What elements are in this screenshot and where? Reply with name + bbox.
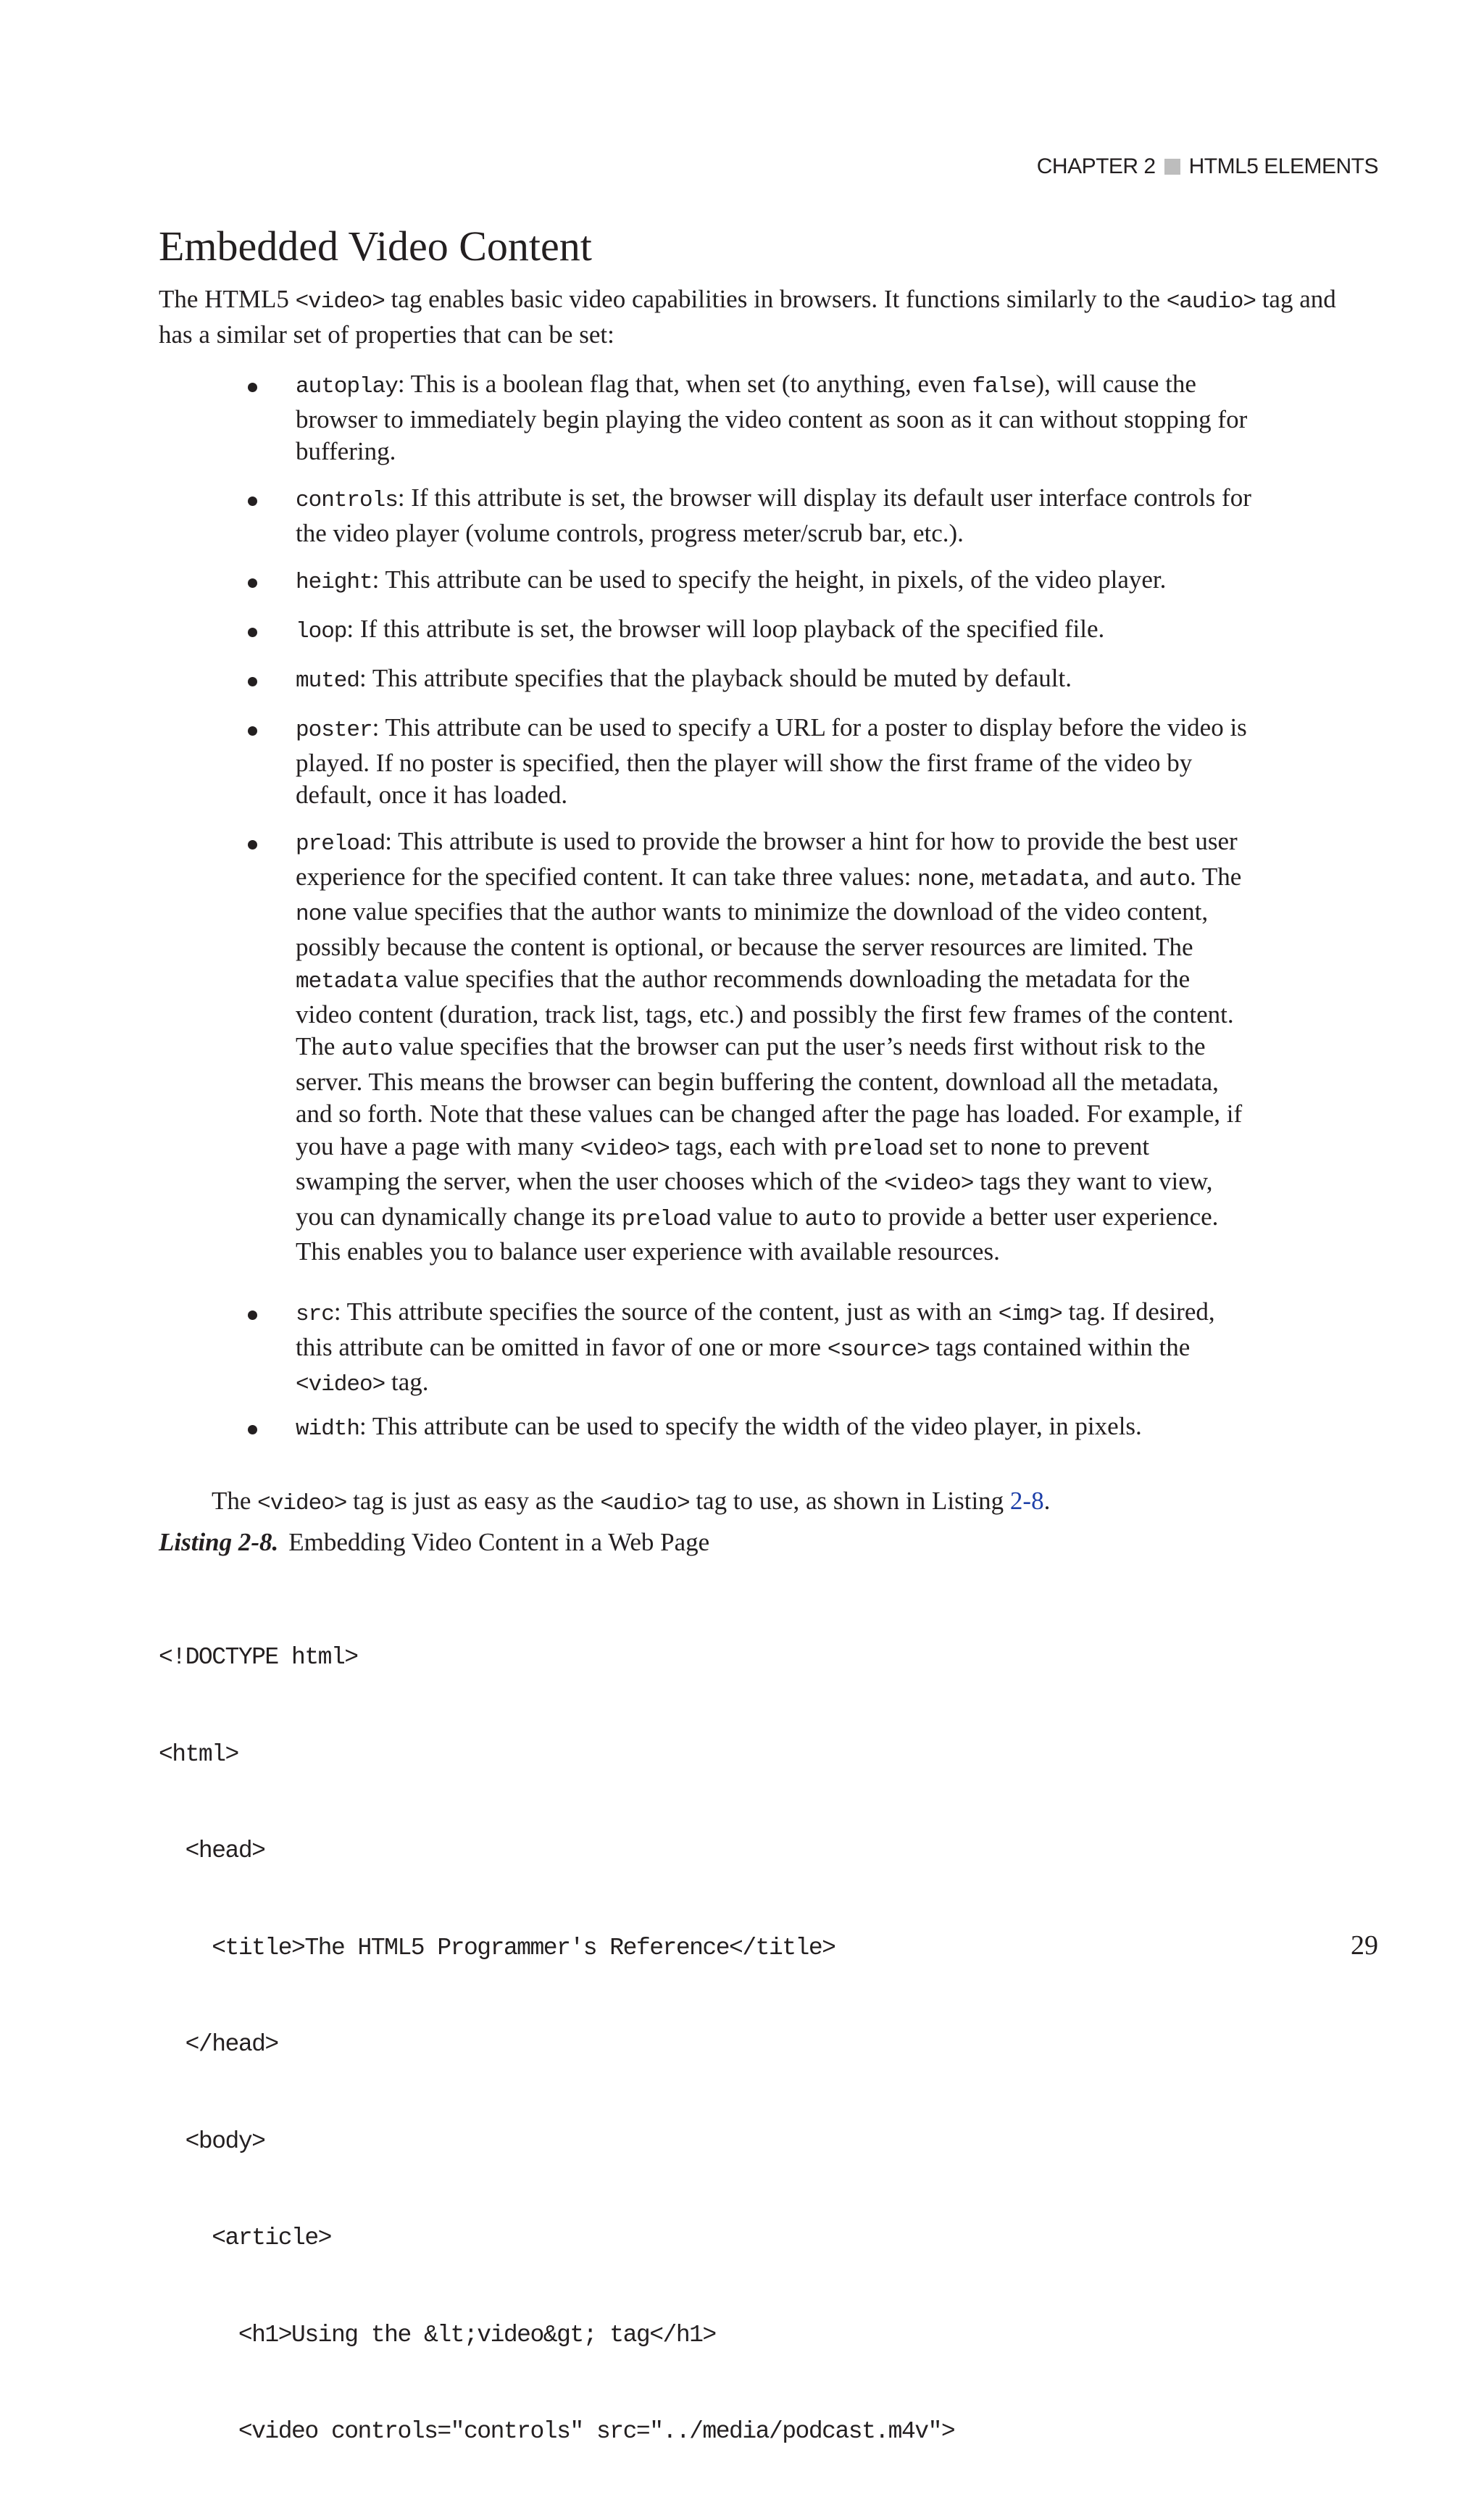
bullet-icon [248, 677, 257, 686]
code-line: <html> [159, 1740, 238, 1768]
code-line: <title>The HTML5 Programmer's Reference</title> [159, 1934, 835, 1961]
bullet-icon [248, 578, 257, 588]
section-title: Embedded Video Content [159, 223, 592, 270]
list-item-controls: controls: If this attribute is set, the browser will display its default user interface controls for the video player (volume controls, progress meter/scrub bar, etc.). [296, 482, 1252, 549]
code-line: <body> [159, 2127, 265, 2155]
bullet-icon [248, 840, 257, 850]
chapter-label: CHAPTER 2 [1036, 154, 1156, 178]
bullet-icon [248, 497, 257, 506]
listing-caption [159, 1527, 709, 1559]
list-item-width: width: This attribute can be used to specify the width of the video player, in pixels. [296, 1411, 1252, 1446]
code-line: <video controls="controls" src="../media/podcast.m4v"> [159, 2418, 955, 2445]
list-item-src: src: This attribute specifies the source of the content, just as with an <img> tag. If desired, this attribute can be omitted in favor of one or more <source> tags contained within the <video> tag. [296, 1296, 1252, 1402]
list-item-height: height: This attribute can be used to specify the height, in pixels, of the video player. [296, 564, 1252, 599]
list-item-muted: muted: This attribute specifies that the playback should be muted by default. [296, 662, 1252, 698]
code-line: </head> [159, 2031, 278, 2058]
header-separator-square [1164, 159, 1180, 175]
bullet-icon [248, 1425, 257, 1434]
attribute-name: width [296, 1416, 360, 1442]
list-item-preload: preload: This attribute is used to provide the browser a hint for how to provide the best user experience for the specified content. It can take three values: none, metadata, and auto. The none value specifies that the author wants to minimize the download of the video content, possibly because the content is optional, or because the server resources are limited. The metadata value specifies that the author recommends downloading the metadata for the video content (duration, track list, tags, etc.) and possibly the first few frames of the content. The auto value specifies that the browser can put the user’s needs first without risk to the server. This means the browser can begin buffering the content, download all the metadata, and so forth. Note that these values can be changed after the page has loaded. For example, if you have a page with many <video> tags, each with preload set to none to prevent swamping the server, when the user chooses which of the <video> tags they want to view, you can dynamically change its preload value to auto to provide a better user experience. This enables you to balance user experience with available resources. [296, 826, 1252, 1268]
attribute-name: poster [296, 718, 372, 743]
list-item-autoplay: autoplay: This is a boolean flag that, when set (to anything, even false), will cause the browser to immediately begin playing the video content as soon as it can without stopping for buffering. [296, 368, 1252, 468]
bullet-icon [248, 383, 257, 392]
attribute-name: muted [296, 668, 360, 694]
chapter-title: HTML5 ELEMENTS [1188, 154, 1378, 178]
listing-label: Listing 2-8. [159, 1528, 279, 1556]
list-item-poster: poster: This attribute can be used to specify a URL for a poster to display before the video is played. If no poster is specified, then the player will show the first frame of the video by default, once it has loaded. [296, 712, 1252, 812]
list-item-loop: loop: If this attribute is set, the browser will loop playback of the specified file. [296, 613, 1252, 649]
attribute-name: height [296, 570, 372, 595]
code-line: <head> [159, 1837, 265, 1864]
listing-link[interactable]: 2-8 [1009, 1487, 1044, 1515]
page-number: 29 [1351, 1930, 1378, 1961]
code-line: <!DOCTYPE html> [159, 1644, 358, 1671]
code-listing [159, 1577, 954, 2513]
running-header [1037, 154, 1378, 179]
attribute-name: src [296, 1302, 334, 1327]
attribute-name: autoplay [296, 374, 398, 399]
attribute-name: preload [296, 831, 385, 857]
code-line: <h1>Using the &lt;video&gt; tag</h1> [159, 2321, 716, 2348]
closing-paragraph: The <video> tag is just as easy as the <audio> tag to use, as shown in Listing 2-8. [212, 1487, 1051, 1516]
intro-paragraph: The HTML5 <video> tag enables basic video capabilities in browsers. It functions similarly to the <audio> tag and has a similar set of properties that can be set: [159, 285, 1336, 349]
bullet-icon [248, 1311, 257, 1320]
attribute-name: controls [296, 488, 398, 513]
bullet-icon [248, 628, 257, 637]
bullet-icon [248, 726, 257, 736]
attribute-name: loop [296, 619, 347, 644]
code-line: <article> [159, 2225, 331, 2251]
listing-caption-text: Embedding Video Content in a Web Page [288, 1528, 710, 1556]
